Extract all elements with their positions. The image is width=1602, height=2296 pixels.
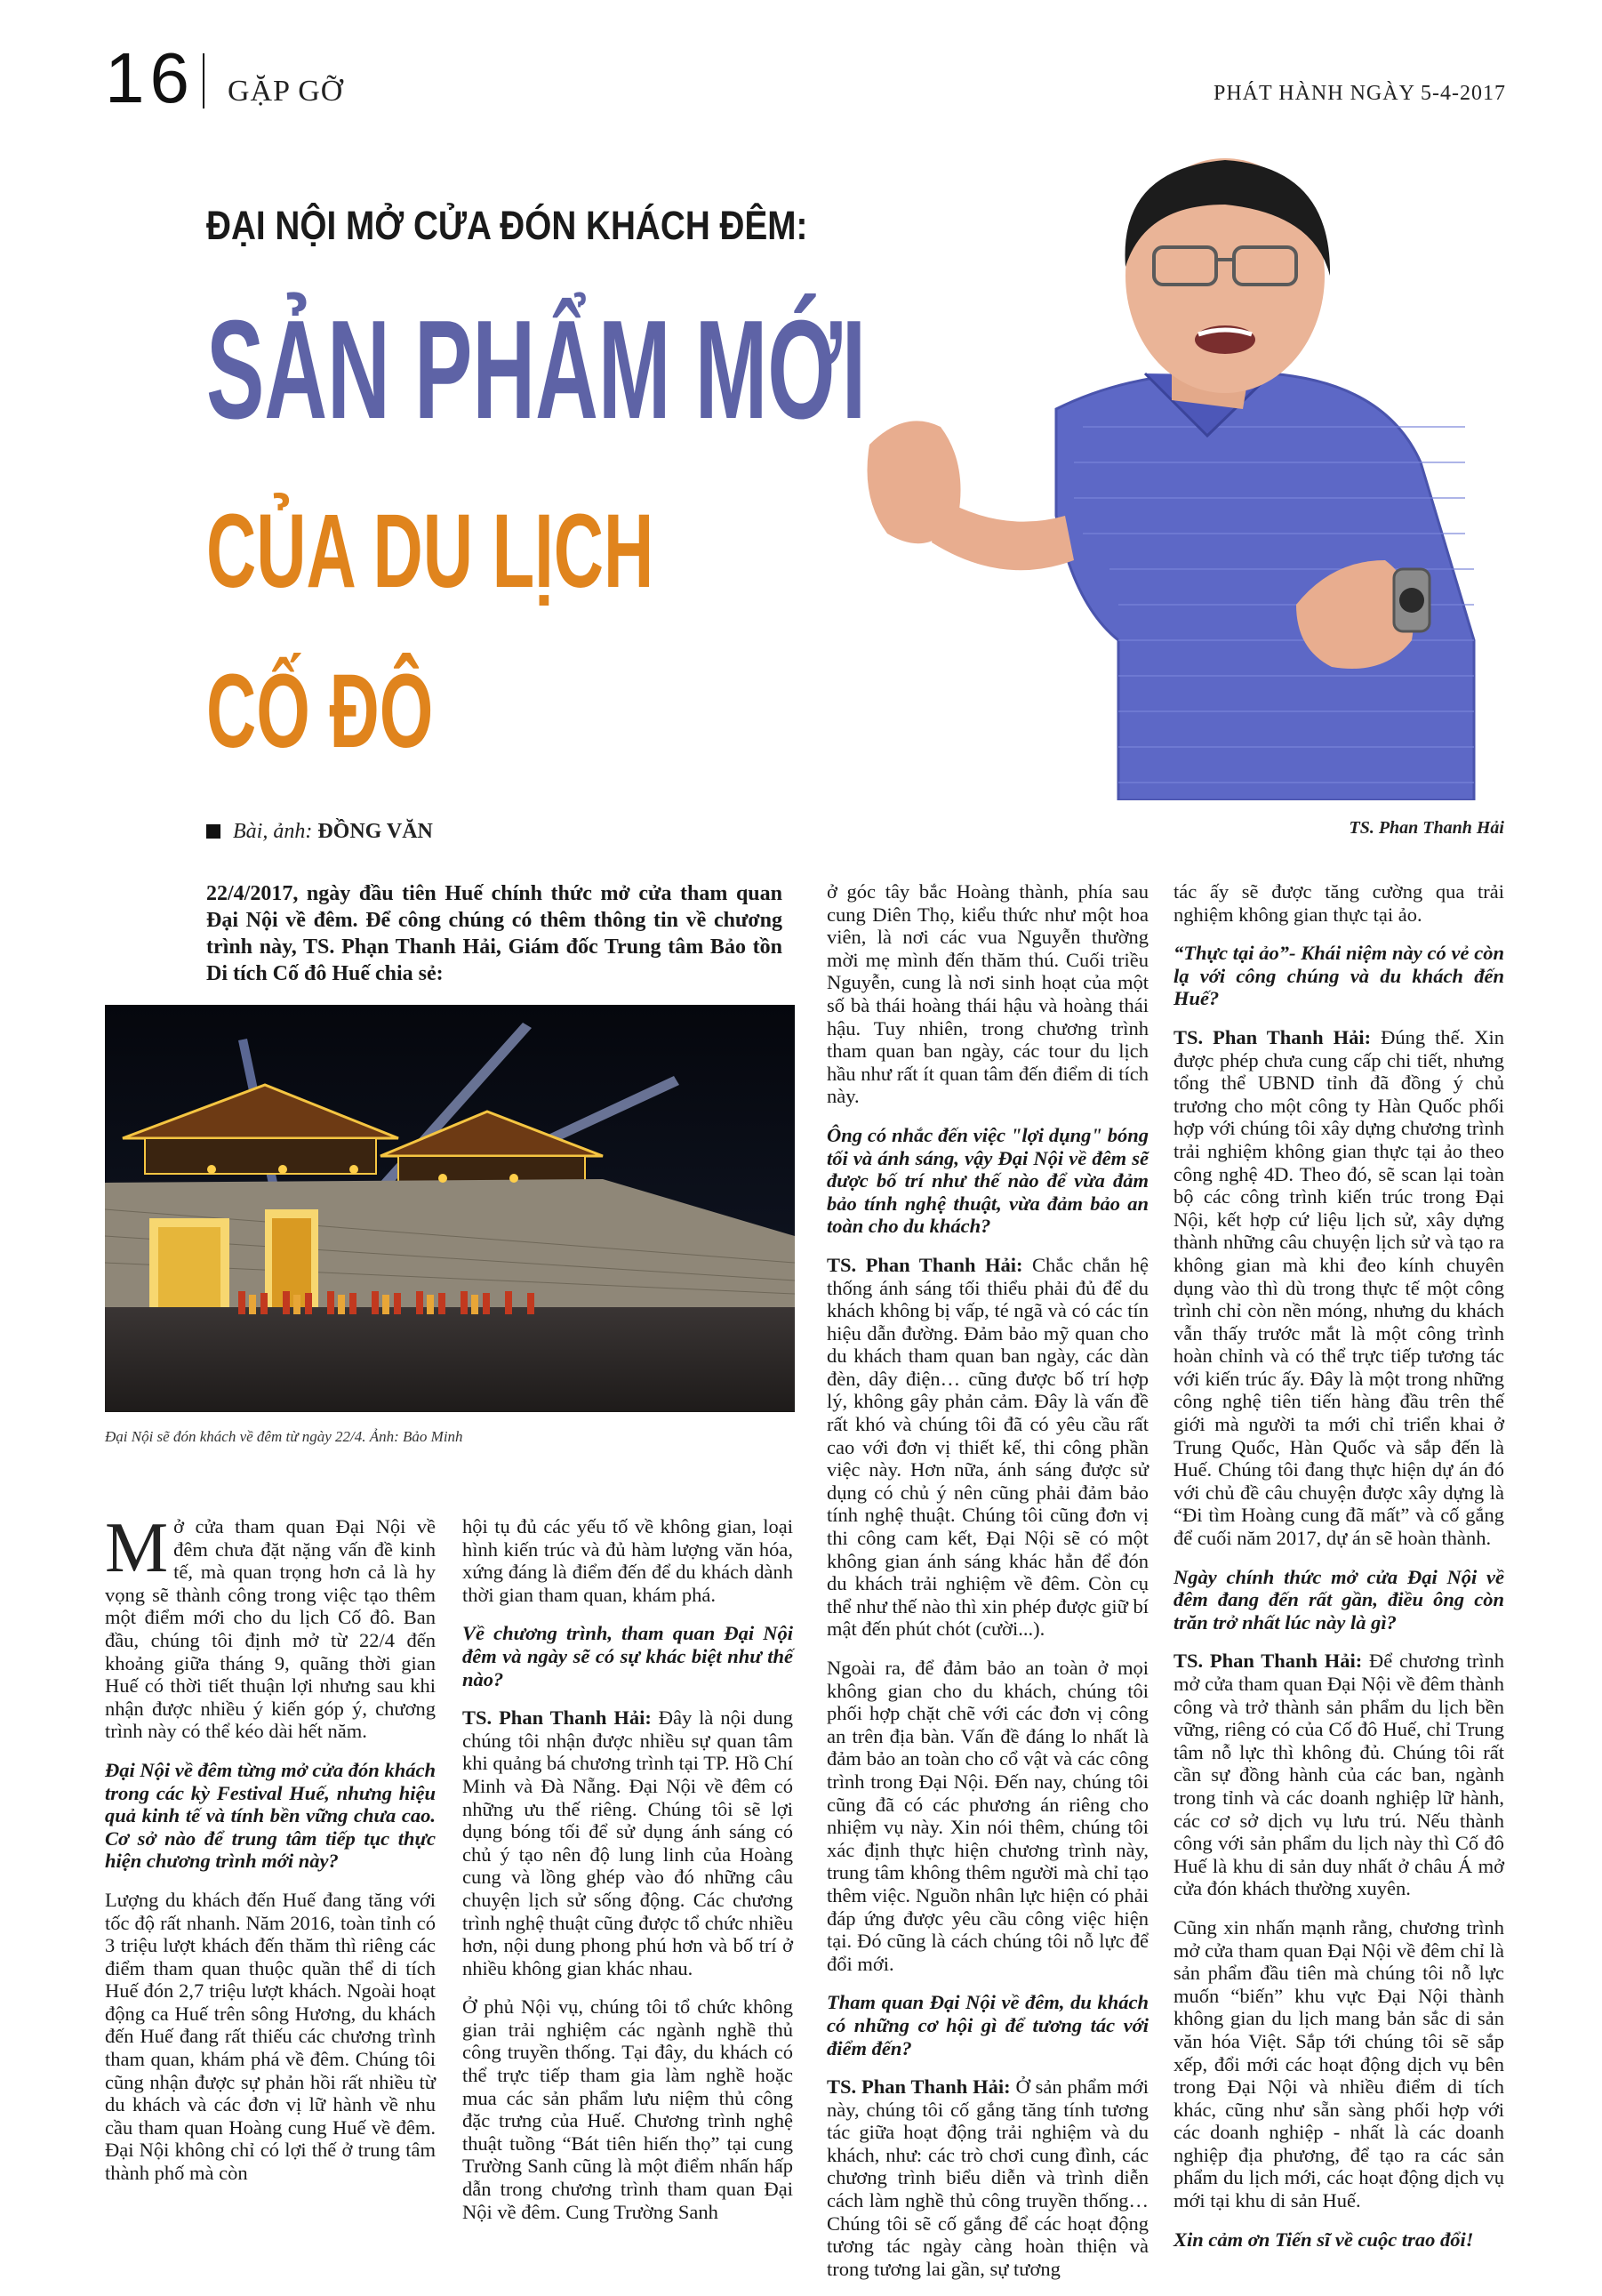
paragraph: Lượng du khách đến Huế đang tăng với tốc độ rất nhanh. Năm 2016, toàn tỉnh có 3 triệu lượt khách đến thăm thì riêng các điểm tham quan thuộc quần thể di tích Huế đón 2,7 triệu lượt khách. Ngoài hoạt động ca Huế trên sông Hương, du khách đến Huế đang rất thiếu các chương trình tham quan, khám phá về đêm. Chúng tôi cũng nhận được sự phản hồi rất nhiều từ du khách và các đơn vị lữ hành về nhu cầu tham quan Hoàng cung Huế về đêm. Đại Nội không chỉ có lợi thế ở trung tâm thành phố mà còn bbox=[105, 1888, 436, 2185]
byline-author: ĐỒNG VĂN bbox=[317, 820, 433, 843]
speaker-label: TS. Phan Thanh Hải: bbox=[827, 2075, 1011, 2099]
paragraph: Cũng xin nhấn mạnh rằng, chương trình mở cửa tham quan Đại Nội về đêm chỉ là sản phẩm đầu tiên mà chúng tôi nỗ lực muốn “biến” khu vực Đại Nội thành không gian du lịch mang bản sắc di sản văn hóa Việt. Sắp tới chúng tôi sẽ sắp xếp, đổi mới các hoạt động dịch vụ bên trong Đại Nội và nhiều điểm di tích khác, cũng như sẵn sàng phối hợp với các doanh nghiệp - nhất là các doanh nghiệp địa phương, để tạo ra các sản phẩm du lịch mới, các hoạt động dịch vụ mới tại khu di sản Huế. bbox=[1173, 1915, 1504, 2212]
closing-line: Xin cảm ơn Tiến sĩ về cuộc trao đổi! bbox=[1173, 2228, 1474, 2251]
answer-paragraph bbox=[1173, 1650, 1504, 1900]
answer-text: Để chương trình mở cửa tham quan Đại Nội về đêm thành công và trở thành sản phẩm du lịch bền vững, riêng có của Cố đô Huế, chỉ Trung tâm nỗ lực thì không đủ. Chúng tôi rất cần sự đồng hành của các ban, ngành trong tỉnh và các doanh nghiệp lữ hành, các cơ sở dịch vụ lưu trú. Nếu thành công với sản phẩm du lịch này thì Cố đô Huế là khu di sản duy nhất ở châu Á mở cửa đón khách thường xuyên. bbox=[1173, 1650, 1505, 1900]
interview-question: Về chương trình, tham quan Đại Nội đêm và ngày sẽ có sự khác biệt như thế nào? bbox=[462, 1622, 793, 1690]
portrait-caption: TS. Phan Thanh Hải bbox=[1349, 818, 1504, 838]
paragraph-text: ở cửa tham quan Đại Nội về đêm chưa đặt nặng vấn đề kinh tế, mà quan trọng hơn cả là hy vọng sẽ thành công trong việc tạo thêm một điểm mới cho du lịch Cố đô. Ban đầu, chúng tôi định mở từ 22/4 đến khoảng giữa tháng 9, quãng thời gian Huế có thời tiết thuận lợi nhưng sau khi nhận được nhiều ý kiến góp ý, chương trình này có thể kéo dài hết năm. bbox=[105, 1515, 436, 1743]
paragraph: Ở phủ Nội vụ, chúng tôi tổ chức không gian trải nghiệm các ngành nghề thủ công truyền thống. Tại đây, du khách có thể trực tiếp tham gia làm nghề hoặc mua các sản phẩm lưu niệm thủ công đặc trưng của Huế. Chương trình nghệ thuật tuồng “Bát tiên hiến thọ” tại cung Trường Sanh cũng là một điểm nhấn hấp dẫn trong chương trình tham quan Đại Nội về đêm. Cung Trường Sanh bbox=[462, 1995, 793, 2223]
interview-question: “Thực tại ảo”- Khái niệm này có vẻ còn lạ với công chúng và du khách đến Huế? bbox=[1173, 942, 1504, 1010]
paragraph bbox=[105, 1509, 436, 1743]
photo-caption: Đại Nội sẽ đón khách về đêm từ ngày 22/4. Ảnh: Bảo Minh bbox=[105, 1428, 463, 1445]
answer-paragraph bbox=[1173, 1026, 1504, 1550]
article-subtitle-line-2: CỐ ĐÔ bbox=[206, 653, 434, 770]
paragraph: tác ấy sẽ được tăng cường qua trải nghiệm không gian thực tại ảo. bbox=[1173, 880, 1504, 926]
article-column-4 bbox=[1173, 880, 1504, 2267]
article-column-1 bbox=[105, 1509, 436, 2201]
page-number: 16 bbox=[105, 38, 195, 117]
speaker-label: TS. Phan Thanh Hải: bbox=[1173, 1025, 1372, 1048]
paragraph: Ngoài ra, để đảm bảo an toàn ở mọi không gian cho du khách, chúng tôi phối hợp chặt chẽ với các đơn vị công an trên địa bàn. Vấn đề đáng lo nhất là đảm bảo an toàn cho cổ vật và các công trình trong Đại Nội. Đến nay, chúng tôi cũng đã có các phương án riêng cho nhiệm vụ này. Xin nói thêm, chúng tôi xác định thực hiện chương trình này, trung tâm không thêm người mà chỉ tạo thêm việc. Nguồn nhân lực hiện có phải đáp ứng được yêu cầu công việc hiện tại. Đó cũng là cách chúng tôi nỗ lực để đổi mới. bbox=[827, 1657, 1149, 1975]
speaker-label: TS. Phan Thanh Hải: bbox=[827, 1253, 1023, 1276]
paragraph: hội tụ đủ các yếu tố về không gian, loại hình kiến trúc và đủ hàm lượng văn hóa, xứng đáng là điểm đến để du khách dành thời gian tham quan, khám phá. bbox=[462, 1515, 793, 1606]
article-lead: 22/4/2017, ngày đầu tiên Huế chính thức mở cửa tham quan Đại Nội về đêm. Để công chúng có thêm thông tin về chương trình này, TS. Phạn Thanh Hải, Giám đốc Trung tâm Bảo tồn Di tích Cố đô Huế chia sẻ: bbox=[206, 882, 782, 985]
byline-square-icon bbox=[206, 824, 220, 839]
byline bbox=[206, 820, 433, 844]
speaker-label: TS. Phan Thanh Hải: bbox=[462, 1706, 652, 1730]
dropcap: M bbox=[105, 1509, 169, 1587]
byline-prefix: Bài, ảnh: bbox=[233, 820, 313, 843]
answer-paragraph bbox=[827, 2075, 1149, 2280]
answer-paragraph bbox=[462, 1706, 793, 1979]
paragraph: ở góc tây bắc Hoàng thành, phía sau cung Diên Thọ, kiểu thức như một hoa viên, là nơi các vua Nguyễn thường mời mẹ mình đến thăm thú. Cuối triều Nguyễn, cung là nơi sinh hoạt của một số bà thái hoàng thái hậu và hoàng thái hậu. Tuy nhiên, trong chương trình tham quan ban ngày, các tour du lịch hầu như rất ít quan tâm đến điểm di tích này. bbox=[827, 880, 1149, 1108]
interview-question: Ngày chính thức mở cửa Đại Nội về đêm đang đến rất gần, điều ông còn trăn trở nhất lúc này là gì? bbox=[1173, 1565, 1504, 1634]
speaker-label: TS. Phan Thanh Hải: bbox=[1173, 1650, 1363, 1673]
article-column-3 bbox=[827, 880, 1149, 2296]
article-title: SẢN PHẨM MỚI bbox=[206, 292, 867, 448]
article-kicker: ĐẠI NỘI MỞ CỬA ĐÓN KHÁCH ĐÊM: bbox=[206, 203, 808, 248]
answer-paragraph bbox=[827, 1254, 1149, 1641]
section-name: GẶP GỠ bbox=[228, 75, 344, 108]
answer-text: Đúng thế. Xin được phép chưa cung cấp chi tiết, nhưng tổng thể UBND tỉnh đã đồng ý chủ trương cho một công ty Hàn Quốc phối hợp với chúng tôi xây dựng chương trình trải nghiệm không gian thực tại ảo theo công nghệ 4D. Theo đó, sẽ scan lại toàn bộ các công trình kiến trúc trong Đại Nội, kết hợp cứ liệu lịch sử, xây dựng thành những câu chuyện lịch sử và tạo ra không gian mà khi đeo kính chuyên dụng vào thì dù trong thực tế một công trình chỉ còn nền móng, nhưng du khách vẫn thấy trước mắt là một công trình hoàn chỉnh và có thể trực tiếp tương tác với kiến trúc ấy. Đây là một trong những công nghệ tiên tiến hàng đầu trên thế giới mà người ta mới chỉ triển khai ở Trung Quốc, Hàn Quốc và sắp đến là Huế. Chúng tôi đang thực hiện dự án đó với chủ đề câu chuyện được xây dựng là “Đi tìm Hoàng cung đã mất” và cố gắng để cuối năm 2017, dự án sẽ hoàn thành. bbox=[1173, 1025, 1504, 1550]
article-subtitle-line-1: CỦA DU LỊCH bbox=[206, 493, 654, 610]
interview-question: Đại Nội về đêm từng mở cửa đón khách trong các kỳ Festival Huế, nhưng hiệu quả kinh tế và tính bền vững chưa cao. Cơ sở nào để trung tâm tiếp tục thực hiện chương trình mới này? bbox=[105, 1758, 436, 1873]
answer-text: Ở sản phẩm mới này, chúng tôi cố gắng tăng tính tương tác giữa hoạt động trải nghiệm và du khách, như: các trò chơi cung đình, các chương trình biểu diễn và trình diễn cách làm nghề thủ công truyền thống… Chúng tôi sẽ cố gắng để các hoạt động tương tác ngày càng hoàn thiện và trong tương lai gần, sự tương bbox=[827, 2075, 1149, 2280]
portrait-photo bbox=[852, 142, 1510, 800]
dai-noi-night-photo bbox=[105, 1005, 795, 1412]
header-divider bbox=[203, 53, 204, 108]
answer-text: Chắc chắn hệ thống ánh sáng tối thiểu phải đủ để du khách không bị vấp, té ngã và có các tín hiệu dẫn đường. Đảm bảo mỹ quan cho du khách tham quan ban ngày, các dàn đèn, dây điện… cũng được bố trí hợp lý, không gây phản cảm. Đây là vấn đề rất khó và chúng tôi đã có yêu cầu rất cao với đơn vị thiết kế, thi công phần việc này. Hơn nữa, ánh sáng được sử dụng có chủ ý nên cũng phải đảm bảo tính nghệ thuật. Chúng tôi cũng đơn vị thi công cam kết, Đại Nội sẽ có một không gian ánh sáng khác hẳn để đón du khách trải nghiệm về đêm. Còn cụ thể như thế nào thì xin phép được giữ bí mật đến phút chót (cười...). bbox=[827, 1253, 1149, 1641]
issue-date: PHÁT HÀNH NGÀY 5-4-2017 bbox=[1214, 82, 1506, 105]
interview-question: Tham quan Đại Nội về đêm, du khách có những cơ hội gì để tương tác với điểm đến? bbox=[827, 1991, 1149, 2059]
answer-text: Đây là nội dung chúng tôi nhận được nhiều sự quan tâm khi quảng bá chương trình tại TP. Hồ Chí Minh và Đà Nẵng. Đại Nội về đêm có những ưu thế riêng. Chúng tôi sẽ lợi dụng bóng tối để sử dụng ánh sáng có chủ ý tạo nên độ lung linh của Hoàng cung và lồng ghép vào đó những câu chuyện lịch sử sống động. Các chương trình nghệ thuật cũng được tổ chức nhiều hơn, nội dung phong phú hơn và bố trí ở nhiều không gian khác nhau. bbox=[462, 1706, 793, 1979]
interview-question: Ông có nhắc đến việc "lợi dụng" bóng tối và ánh sáng, vậy Đại Nội về đêm sẽ được bố trí như thế nào để vừa đảm bảo tính nghệ thuật, vừa đảm bảo an toàn cho du khách? bbox=[827, 1123, 1149, 1238]
article-column-2 bbox=[462, 1515, 793, 2239]
